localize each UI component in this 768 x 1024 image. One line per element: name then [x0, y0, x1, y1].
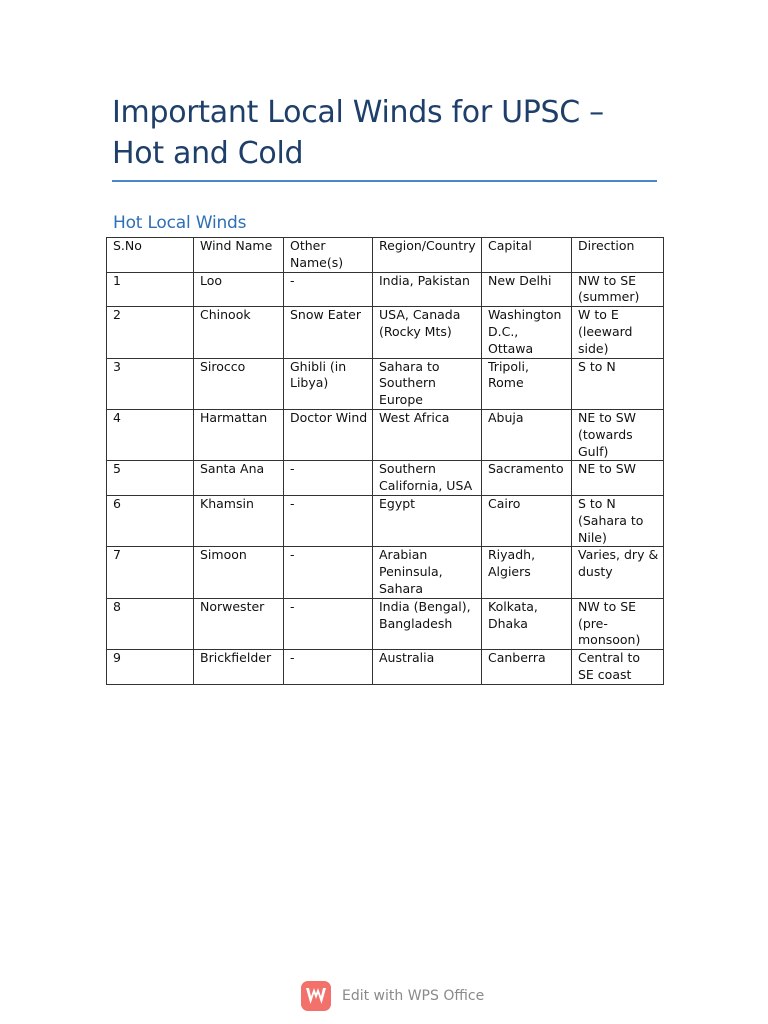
table-row — [107, 409, 664, 460]
cell-region-country: Egypt — [373, 495, 482, 546]
cell-region-country: Arabian Peninsula, Sahara — [373, 547, 482, 598]
cell-capital: Riyadh, Algiers — [482, 547, 572, 598]
table-row — [107, 495, 664, 546]
wps-edit-banner[interactable] — [301, 979, 484, 1013]
cell-wind-name: Harmattan — [194, 409, 284, 460]
cell-wind-name: Loo — [194, 272, 284, 307]
cell-direction: NE to SW — [572, 461, 664, 496]
cell-sno: 9 — [107, 650, 194, 685]
cell-wind-name: Simoon — [194, 547, 284, 598]
cell-other-names: Ghibli (in Libya) — [284, 358, 373, 409]
cell-sno: 7 — [107, 547, 194, 598]
cell-wind-name: Sirocco — [194, 358, 284, 409]
table-row — [107, 650, 664, 685]
cell-sno: 5 — [107, 461, 194, 496]
cell-wind-name: Chinook — [194, 307, 284, 358]
cell-other-names: - — [284, 650, 373, 685]
cell-other-names: Snow Eater — [284, 307, 373, 358]
wps-edit-link[interactable]: Edit with WPS Office — [342, 988, 485, 1004]
header-region-country: Region/Country — [373, 238, 482, 273]
header-other-names: Other Name(s) — [284, 238, 373, 273]
header-sno: S.No — [107, 238, 194, 273]
header-direction: Direction — [572, 238, 664, 273]
table-row — [107, 547, 664, 598]
cell-region-country: USA, Canada (Rocky Mts) — [373, 307, 482, 358]
table-row — [107, 307, 664, 358]
cell-direction: S to N — [572, 358, 664, 409]
cell-capital: Kolkata, Dhaka — [482, 598, 572, 649]
table-row — [107, 358, 664, 409]
cell-capital: Canberra — [482, 650, 572, 685]
cell-direction: Central to SE coast — [572, 650, 664, 685]
cell-capital: New Delhi — [482, 272, 572, 307]
table-row — [107, 598, 664, 649]
cell-other-names: - — [284, 547, 373, 598]
cell-direction: S to N (Sahara to Nile) — [572, 495, 664, 546]
cell-region-country: India, Pakistan — [373, 272, 482, 307]
cell-sno: 3 — [107, 358, 194, 409]
cell-wind-name: Santa Ana — [194, 461, 284, 496]
cell-wind-name: Brickfielder — [194, 650, 284, 685]
cell-other-names: Doctor Wind — [284, 409, 373, 460]
table-row — [107, 272, 664, 307]
cell-region-country: West Africa — [373, 409, 482, 460]
header-capital: Capital — [482, 238, 572, 273]
cell-sno: 8 — [107, 598, 194, 649]
section-heading: Hot Local Winds — [113, 213, 247, 233]
page-title-line-2: Hot and Cold — [112, 136, 304, 171]
cell-direction: NE to SW (towards Gulf) — [572, 409, 664, 460]
cell-sno: 2 — [107, 307, 194, 358]
table-header-row — [107, 238, 664, 273]
cell-sno: 4 — [107, 409, 194, 460]
cell-region-country: Sahara to Southern Europe — [373, 358, 482, 409]
cell-other-names: - — [284, 495, 373, 546]
cell-sno: 1 — [107, 272, 194, 307]
page-title — [112, 92, 672, 174]
page-title-line-1: Important Local Winds for UPSC – — [112, 95, 604, 130]
cell-sno: 6 — [107, 495, 194, 546]
cell-direction: W to E (leeward side) — [572, 307, 664, 358]
cell-region-country: Australia — [373, 650, 482, 685]
title-divider — [112, 180, 657, 182]
hot-winds-table — [106, 237, 664, 685]
cell-capital: Tripoli, Rome — [482, 358, 572, 409]
cell-capital: Abuja — [482, 409, 572, 460]
cell-region-country: India (Bengal), Bangladesh — [373, 598, 482, 649]
cell-other-names: - — [284, 461, 373, 496]
cell-direction: NW to SE (summer) — [572, 272, 664, 307]
cell-direction: Varies, dry & dusty — [572, 547, 664, 598]
cell-other-names: - — [284, 272, 373, 307]
cell-wind-name: Norwester — [194, 598, 284, 649]
cell-capital: Washington D.C., Ottawa — [482, 307, 572, 358]
cell-wind-name: Khamsin — [194, 495, 284, 546]
header-wind-name: Wind Name — [194, 238, 284, 273]
wps-office-icon[interactable] — [301, 981, 331, 1011]
cell-direction: NW to SE (pre-monsoon) — [572, 598, 664, 649]
table-row — [107, 461, 664, 496]
cell-capital: Sacramento — [482, 461, 572, 496]
cell-region-country: Southern California, USA — [373, 461, 482, 496]
cell-other-names: - — [284, 598, 373, 649]
cell-capital: Cairo — [482, 495, 572, 546]
